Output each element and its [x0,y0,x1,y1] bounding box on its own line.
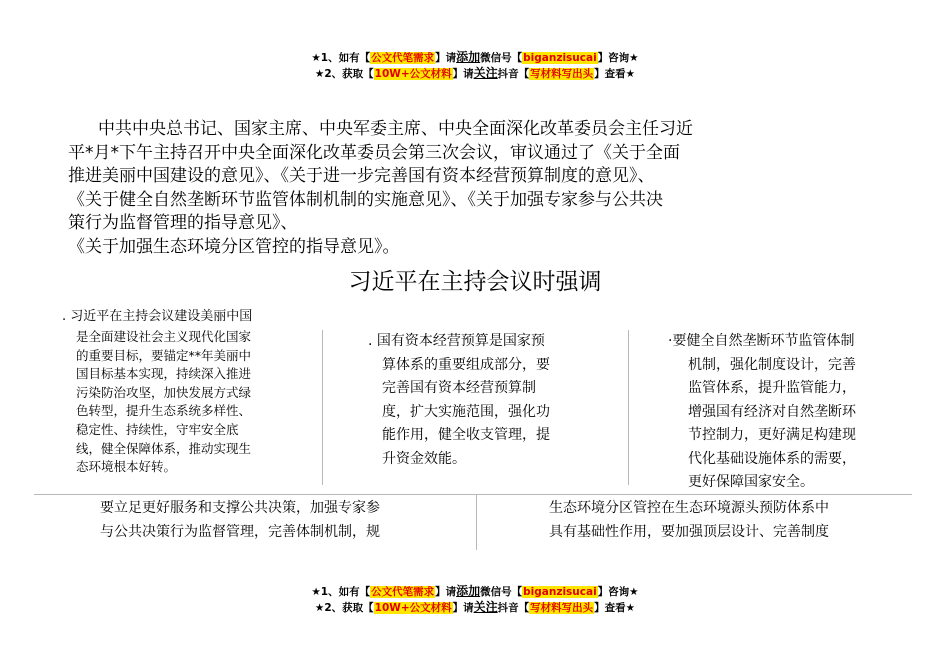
column-3-line: 代化基础设施体系的需要， [688,450,856,467]
ad-text: 抖音【 [497,68,530,80]
column-3-body [668,330,900,495]
column-1-line: 线，健全保障体系，推动实现生 [76,440,252,456]
column-divider [476,494,477,550]
column-divider [322,330,323,485]
column-3-line: 更好保障国家安全。 [688,474,814,490]
column-1-body [76,328,290,477]
ad-highlight: biganzisucai [523,52,597,64]
ad-text: 抖音【 [497,602,530,614]
intro-line: 《关于健全自然垄断环节监管体制机制的实施意见》、《关于加强专家参与公共决 [68,189,663,210]
section-heading: 习近平在主持会议时强调 [348,269,602,295]
column-2-line: 完善国有资本经营预算制 [382,380,536,396]
bottom-ad-line-1 [0,584,950,600]
column-1-line: 的重要目标，要锚定**年美丽中 [76,347,252,363]
column-1-line: 稳定性、持续性，守牢安全底 [76,421,239,437]
bottom-right-line: 生态环境分区管控在生态环境源头预防体系中 [549,500,829,516]
ad-underline: 关注 [473,66,498,80]
column-1-head: . 习近平在主持会议建设美丽中国 [62,309,253,324]
ad-text: 】请 [435,52,457,64]
column-2-line: 升资金效能。 [382,450,466,467]
ad-underline: 添加 [456,50,481,64]
ad-text: 】查看★ [594,602,636,614]
column-3-line: 节控制力，更好满足构建现 [688,427,856,443]
column-1-line: 色转型，提升生态系统多样性、 [76,403,252,419]
intro-line: 策行为监督管理的指导意见》、 [68,213,298,233]
column-1-line: 态环境根本好转。 [76,459,177,475]
ad-text: 】请 [452,602,474,614]
column-1-line: 是全面建设社会主义现代化国家 [76,329,252,344]
intro-line: 推进美丽中国建设的意见》、《关于进一步完善国有资本经营预算制度的意见》、 [68,166,655,186]
ad-underline: 添加 [456,584,481,598]
column-3-line: 监管体系，提升监管能力， [688,380,856,396]
intro-line: 《关于加强生态环境分区管控的指导意见》。 [68,236,400,257]
ad-highlight: biganzisucai [523,586,597,598]
ad-text: 】咨询★ [597,586,639,598]
column-2-line: 度，扩大实施范围，强化功 [382,403,550,420]
intro-line: 平*月*下午主持召开中央全面深化改革委员会第三次会议，审议通过了《关于全面 [68,142,680,163]
bottom-ad-line-2 [0,600,950,616]
column-2-line: 能作用，健全收支管理，提 [382,427,550,443]
ad-highlight: 公文代笔需求 [371,52,435,64]
column-2-body [368,330,604,471]
ad-text: 微信号【 [480,52,523,64]
ad-highlight: 10W+公文材料 [374,602,452,614]
bottom-left-line: 要立足更好服务和支撑公共决策，加强专家参 [100,500,380,516]
intro-line: 中共中央总书记、国家主席、中央军委主席、中央全面深化改革委员会主任习近 [98,119,693,139]
top-ad-line-2 [0,66,950,82]
bottom-right-line: 具有基础性作用，要加强顶层设计、完善制度 [549,524,829,540]
column-3-line: 机制，强化制度设计，完善 [688,356,856,373]
column-3-line: 增强国有经济对自然垄断环 [688,403,856,420]
ad-text: 微信号【 [480,586,523,598]
ad-text: ★2、获取【 [314,68,374,80]
bottom-left-text [100,496,450,544]
column-1-line: 国目标基本实现，持续深入推进 [76,366,252,382]
top-ad-line-1 [0,50,950,66]
intro-paragraph [68,118,820,259]
ad-text: ★1、如有【 [311,586,371,598]
ad-text: 】请 [452,68,474,80]
column-2-line: . 国有资本经营预算是国家预 [368,333,545,349]
column-divider [628,330,629,485]
bottom-right-text [549,496,905,544]
ad-text: ★1、如有【 [311,52,371,64]
ad-underline: 关注 [473,600,498,614]
ad-text: 】咨询★ [597,52,639,64]
column-3-line: ·要健全自然垄断环节监管体制 [668,333,855,349]
ad-text: 】查看★ [594,68,636,80]
bottom-left-line: 与公共决策行为监督管理，完善体制机制，规 [100,524,380,540]
column-2-line: 算体系的重要组成部分，要 [382,356,550,373]
ad-highlight: 写材料写出头 [530,68,594,80]
ad-highlight: 10W+公文材料 [374,68,452,80]
ad-highlight: 写材料写出头 [530,602,594,614]
ad-text: ★2、获取【 [314,602,374,614]
ad-text: 】请 [435,586,457,598]
ad-highlight: 公文代笔需求 [371,586,435,598]
column-1-line: 污染防治攻坚，加快发展方式绿 [76,384,252,400]
